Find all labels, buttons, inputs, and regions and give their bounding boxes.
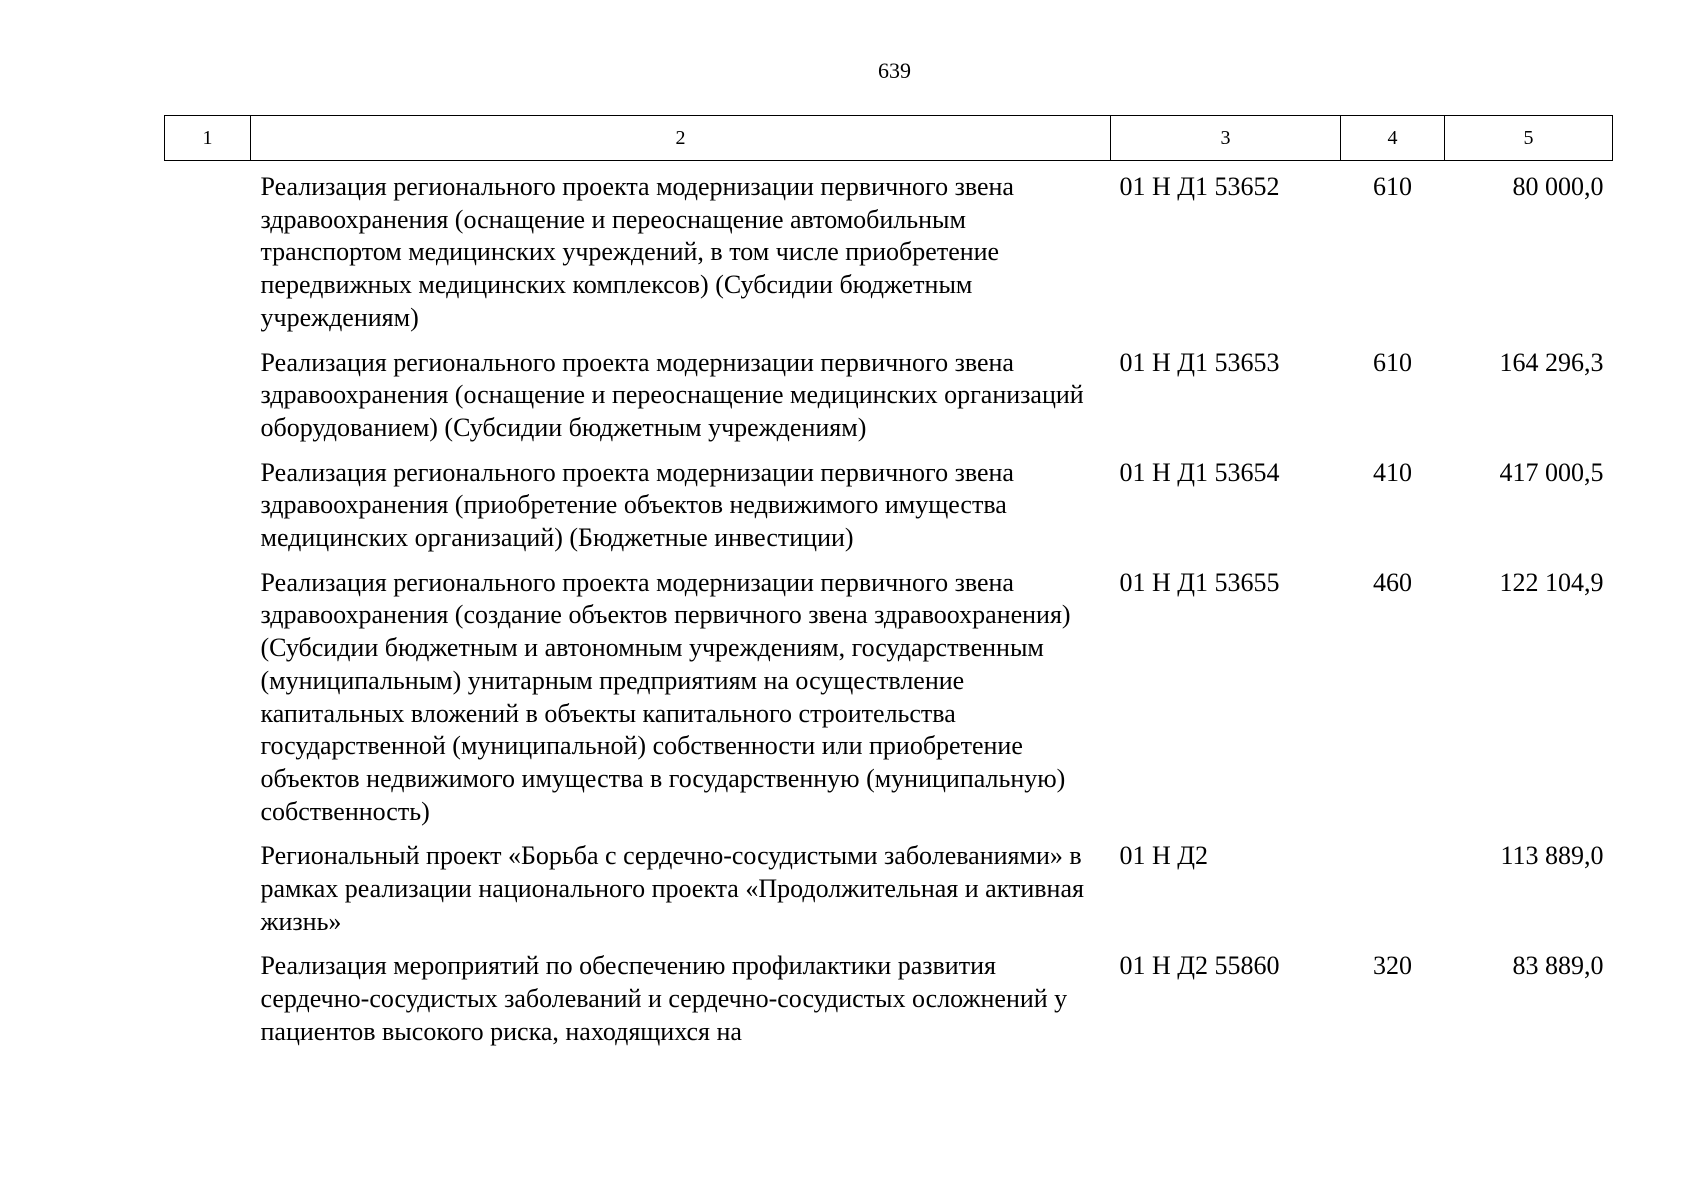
row-amount: 113 889,0	[1500, 841, 1604, 871]
header-col-5: 5	[1445, 116, 1613, 161]
table-row	[165, 555, 1613, 829]
header-col-3: 3	[1111, 116, 1341, 161]
table-body	[165, 161, 1613, 1049]
row-code: 01 Н Д1 53655	[1119, 567, 1280, 597]
row-amount: 80 000,0	[1512, 172, 1604, 201]
row-name: Реализация регионального проекта модернизации первичного звена здравоохранения (приобретение объектов недвижимого имущества медицинских организаций) (Бюджетные инвестиции)	[260, 457, 1014, 553]
table-header	[165, 116, 1613, 161]
row-type	[1341, 828, 1445, 938]
row-name: Реализация регионального проекта модернизации первичного звена здравоохранения (оснащение и переоснащение автомобильным транспортом медицинских учреждений, в том числе приобретение передвижных медицинских комплексов) (Субсидии бюджетным учреждениям)	[260, 172, 1014, 332]
row-name: Реализация регионального проекта модернизации первичного звена здравоохранения (оснащение и переоснащение медицинских организаций оборудованием) (Субсидии бюджетным учреждениям)	[260, 347, 1084, 442]
table-row	[165, 938, 1613, 1048]
row-name: Реализация мероприятий по обеспечению профилактики развития сердечно-сосудистых заболеваний и сердечно-сосудистых осложнений у пациентов высокого риска, находящихся на	[260, 951, 1068, 1046]
header-col-4: 4	[1341, 116, 1445, 161]
row-index-cell	[165, 555, 251, 829]
row-index-cell	[165, 335, 251, 445]
row-type: 320	[1373, 951, 1412, 981]
row-index-cell	[165, 938, 251, 1048]
row-index-cell	[165, 828, 251, 938]
table-row	[165, 161, 1613, 335]
table-row	[165, 828, 1613, 938]
row-type: 610	[1373, 347, 1412, 377]
table-row	[165, 335, 1613, 445]
row-amount: 164 296,3	[1499, 347, 1604, 377]
row-code: 01 Н Д2 55860	[1119, 951, 1280, 981]
table-row	[165, 445, 1613, 555]
row-type: 460	[1373, 567, 1412, 597]
row-code: 01 Н Д1 53654	[1119, 457, 1280, 487]
header-col-1: 1	[165, 116, 251, 161]
row-name: Реализация регионального проекта модернизации первичного звена здравоохранения (создание объектов первичного звена здравоохранения) (Субсидии бюджетным и автономным учреждениям, государственным (муниципальным) унитарным предприятиям на осуществление капитальных вложений в объекты капитального строительства государственной (муниципальной) собственности или приобретение объектов недвижимого имущества в государственную (муниципальную) собственность)	[260, 567, 1071, 826]
page-number: 639	[878, 58, 911, 83]
row-index-cell	[165, 161, 251, 335]
row-amount: 417 000,5	[1499, 457, 1604, 487]
row-index-cell	[165, 445, 251, 555]
budget-table	[164, 115, 1613, 1049]
header-row	[165, 116, 1613, 161]
row-amount: 83 889,0	[1512, 951, 1604, 981]
row-code: 01 Н Д2	[1119, 841, 1209, 871]
row-type: 610	[1373, 172, 1412, 201]
row-code: 01 Н Д1 53653	[1119, 347, 1280, 377]
row-amount: 122 104,9	[1499, 567, 1604, 597]
row-name: Региональный проект «Борьба с сердечно-сосудистыми заболеваниями» в рамках реализации национального проекта «Продолжительная и активная жизнь»	[260, 841, 1084, 936]
row-type: 410	[1373, 457, 1412, 487]
header-col-2: 2	[251, 116, 1111, 161]
row-code: 01 Н Д1 53652	[1119, 172, 1280, 201]
